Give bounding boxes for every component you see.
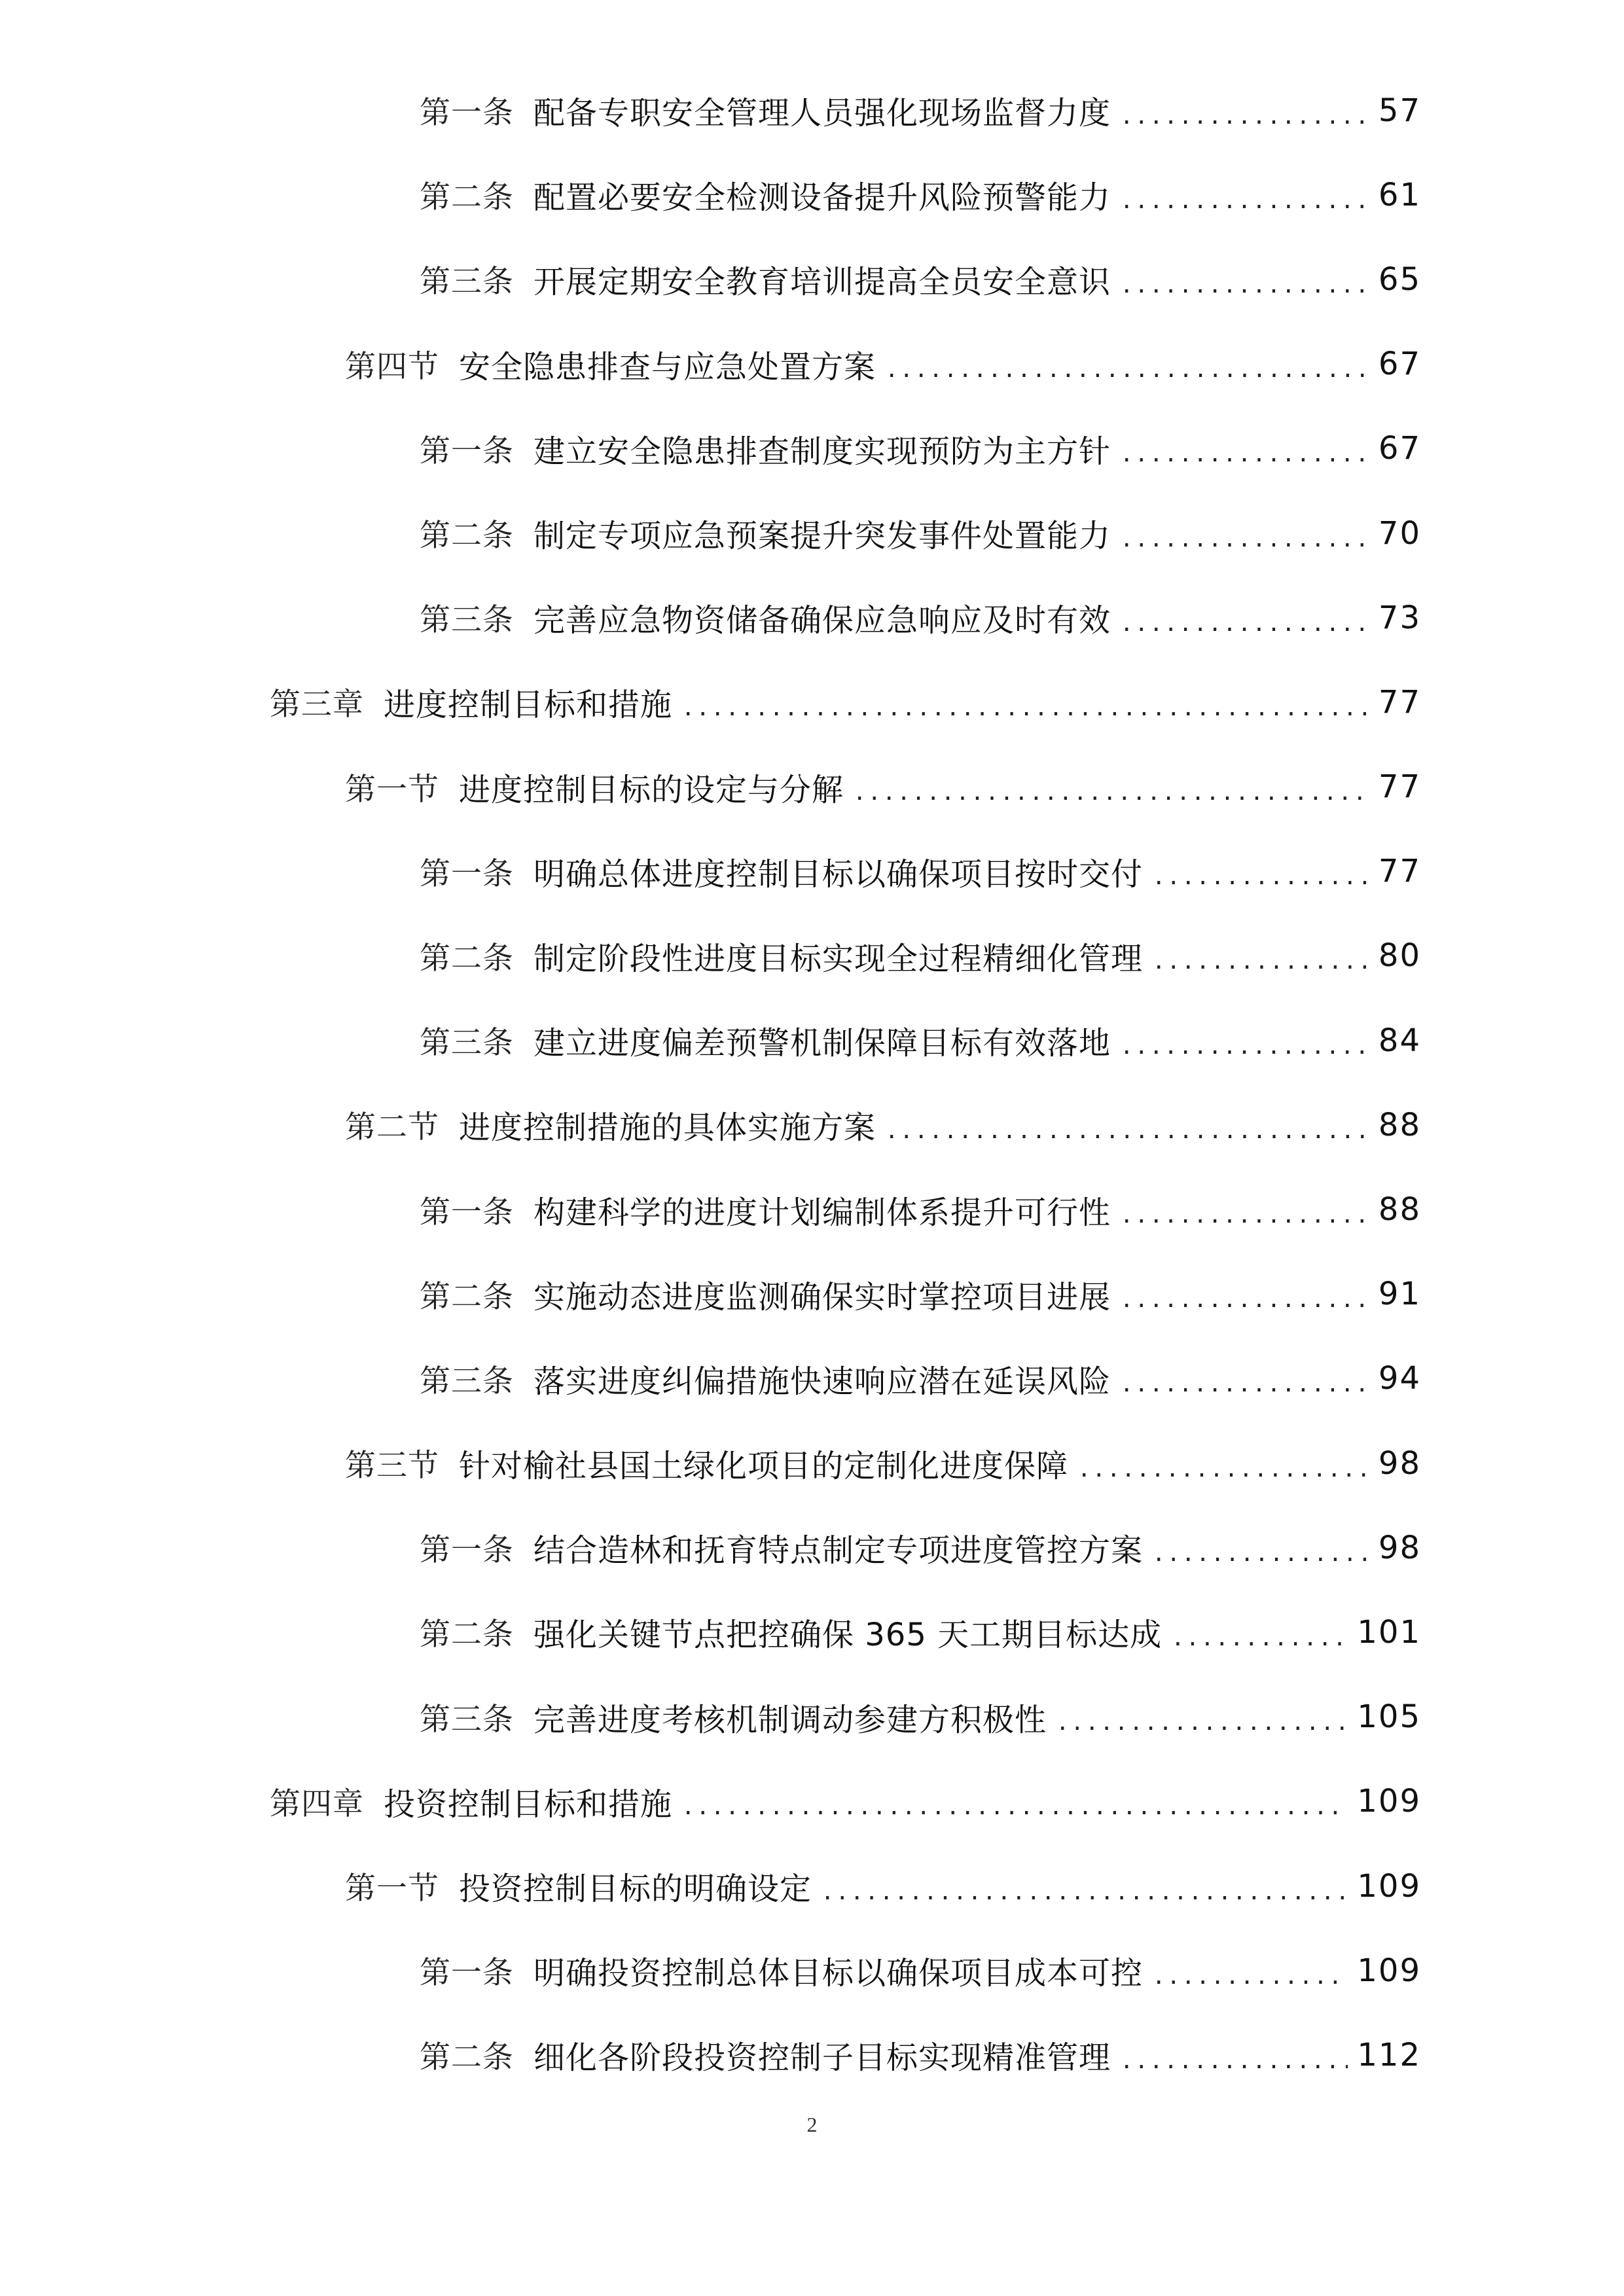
toc-entry[interactable] — [0, 322, 1624, 406]
toc-entry[interactable] — [0, 1590, 1624, 1674]
toc-entry[interactable] — [0, 660, 1624, 744]
toc-entry-label: 第一条 — [420, 1955, 514, 1992]
toc-entry-label: 第四章 — [270, 1785, 364, 1822]
toc-entry[interactable] — [0, 1083, 1624, 1167]
toc-entry[interactable] — [0, 914, 1624, 998]
dot-leader — [1120, 518, 1369, 549]
dot-leader — [1120, 179, 1369, 211]
toc-entry[interactable] — [0, 1675, 1624, 1759]
toc-entry[interactable] — [0, 2013, 1624, 2097]
toc-entry-label: 第一条 — [420, 855, 514, 892]
toc-entry-title: 配置必要安全检测设备提升风险预警能力 — [533, 179, 1111, 217]
toc-entry-page: 94 — [1378, 1360, 1421, 1397]
toc-entry-page: 88 — [1378, 1191, 1421, 1229]
toc-entry-title: 实施动态进度监测确保实时掌控项目进展 — [533, 1278, 1111, 1316]
toc-entry-label: 第三条 — [420, 264, 514, 300]
toc-entry[interactable] — [0, 1167, 1624, 1251]
dot-leader — [1120, 264, 1369, 295]
toc-entry-page: 61 — [1378, 176, 1421, 213]
dot-leader — [1056, 1701, 1348, 1732]
toc-entry-page: 91 — [1378, 1276, 1421, 1313]
dot-leader — [1120, 2039, 1348, 2071]
toc-entry-page: 73 — [1378, 599, 1421, 636]
toc-entry-label: 第一条 — [420, 433, 514, 469]
toc-entry-page: 70 — [1378, 514, 1421, 552]
toc-entry-page: 84 — [1378, 1022, 1421, 1059]
toc-entry[interactable] — [0, 1421, 1624, 1505]
toc-entry-label: 第二条 — [420, 518, 514, 554]
dot-leader — [1077, 1448, 1369, 1479]
toc-entry-page: 98 — [1378, 1529, 1421, 1566]
toc-entry-page: 57 — [1378, 92, 1421, 129]
toc-entry-label: 第二条 — [420, 1278, 514, 1315]
dot-leader — [1120, 433, 1369, 464]
toc-entry-label: 第三条 — [420, 1025, 514, 1062]
toc-entry[interactable] — [0, 829, 1624, 914]
toc-entry-label: 第三条 — [420, 1701, 514, 1738]
toc-entry[interactable] — [0, 998, 1624, 1083]
toc-entry-title: 投资控制目标和措施 — [384, 1785, 673, 1823]
toc-entry-label: 第三章 — [270, 687, 364, 723]
dot-leader — [885, 1109, 1369, 1141]
toc-entry-title: 进度控制目标和措施 — [384, 687, 673, 724]
toc-entry-page: 109 — [1357, 1952, 1421, 1989]
toc-entry-title: 安全隐患排查与应急处置方案 — [459, 348, 876, 386]
dot-leader — [1152, 855, 1369, 887]
toc-entry-label: 第二条 — [420, 1617, 514, 1653]
toc-entry-title: 进度控制目标的设定与分解 — [459, 771, 844, 808]
toc-entry[interactable] — [0, 575, 1624, 660]
table-of-contents — [0, 68, 1624, 2098]
toc-entry-title: 制定阶段性进度目标实现全过程精细化管理 — [533, 940, 1144, 977]
toc-entry-page: 67 — [1378, 346, 1421, 383]
toc-entry-title: 明确总体进度控制目标以确保项目按时交付 — [533, 855, 1144, 893]
toc-entry-label: 第二节 — [345, 1109, 439, 1146]
toc-entry-title: 制定专项应急预案提升突发事件处置能力 — [533, 518, 1111, 555]
toc-entry-label: 第四节 — [345, 348, 439, 385]
toc-entry-title: 明确投资控制总体目标以确保项目成本可控 — [533, 1955, 1144, 1992]
toc-entry-title: 构建科学的进度计划编制体系提升可行性 — [533, 1194, 1111, 1231]
toc-entry-title: 结合造林和抚育特点制定专项进度管控方案 — [533, 1532, 1144, 1570]
toc-entry-page: 109 — [1357, 1867, 1421, 1905]
toc-entry-page: 109 — [1357, 1783, 1421, 1820]
toc-entry[interactable] — [0, 237, 1624, 321]
dot-leader — [1120, 1278, 1369, 1310]
toc-entry-page: 101 — [1357, 1613, 1421, 1651]
dot-leader — [853, 771, 1369, 802]
toc-entry-label: 第一条 — [420, 1194, 514, 1230]
toc-entry-title: 配备专职安全管理人员强化现场监督力度 — [533, 95, 1111, 132]
toc-entry-page: 67 — [1378, 430, 1421, 467]
toc-entry[interactable] — [0, 491, 1624, 575]
dot-leader — [681, 1785, 1348, 1817]
dot-leader — [885, 348, 1369, 380]
toc-entry[interactable] — [0, 152, 1624, 237]
dot-leader — [1152, 1955, 1348, 1986]
toc-entry[interactable] — [0, 1844, 1624, 1928]
toc-entry-title: 落实进度纠偏措施快速响应潜在延误风险 — [533, 1363, 1111, 1400]
toc-entry[interactable] — [0, 1759, 1624, 1844]
toc-entry[interactable] — [0, 406, 1624, 491]
toc-entry-label: 第一条 — [420, 1532, 514, 1569]
dot-leader — [1120, 1025, 1369, 1056]
toc-entry[interactable] — [0, 1252, 1624, 1336]
toc-entry[interactable] — [0, 1505, 1624, 1590]
toc-entry-page: 80 — [1378, 937, 1421, 975]
toc-entry-page: 77 — [1378, 768, 1421, 806]
toc-entry-page: 112 — [1357, 2036, 1421, 2073]
dot-leader — [1152, 940, 1369, 971]
toc-entry-label: 第二条 — [420, 940, 514, 977]
toc-entry-page: 77 — [1378, 683, 1421, 721]
dot-leader — [821, 1871, 1348, 1902]
toc-entry-title: 建立进度偏差预警机制保障目标有效落地 — [533, 1025, 1111, 1062]
dot-leader — [1120, 1363, 1369, 1394]
dot-leader — [1152, 1532, 1369, 1564]
toc-entry-page: 105 — [1357, 1698, 1421, 1736]
toc-entry[interactable] — [0, 745, 1624, 829]
toc-entry-title: 强化关键节点把控确保 365 天工期目标达成 — [533, 1617, 1163, 1654]
toc-entry-page: 98 — [1378, 1444, 1421, 1482]
toc-entry-label: 第三条 — [420, 602, 514, 639]
dot-leader — [1120, 95, 1369, 126]
toc-entry-page: 88 — [1378, 1106, 1421, 1143]
toc-entry-title: 细化各阶段投资控制子目标实现精准管理 — [533, 2039, 1111, 2077]
toc-entry-title: 开展定期安全教育培训提高全员安全意识 — [533, 264, 1111, 301]
toc-entry-label: 第一节 — [345, 1871, 439, 1907]
toc-entry-title: 建立安全隐患排查制度实现预防为主方针 — [533, 433, 1111, 470]
toc-entry-label: 第一节 — [345, 771, 439, 808]
toc-entry-page: 65 — [1378, 260, 1421, 298]
toc-entry-page: 77 — [1378, 853, 1421, 890]
toc-entry-label: 第二条 — [420, 179, 514, 216]
toc-entry[interactable] — [0, 1336, 1624, 1421]
toc-entry[interactable] — [0, 1928, 1624, 2013]
toc-entry-title: 投资控制目标的明确设定 — [459, 1871, 812, 1908]
toc-entry-label: 第二条 — [420, 2039, 514, 2076]
dot-leader — [1171, 1617, 1348, 1648]
toc-entry-title: 进度控制措施的具体实施方案 — [459, 1109, 876, 1147]
dot-leader — [681, 687, 1369, 718]
toc-entry-title: 针对榆社县国土绿化项目的定制化进度保障 — [459, 1448, 1069, 1485]
toc-entry-title: 完善应急物资储备确保应急响应及时有效 — [533, 602, 1111, 639]
toc-entry-label: 第三条 — [420, 1363, 514, 1399]
toc-entry-label: 第一条 — [420, 95, 514, 132]
dot-leader — [1120, 602, 1369, 634]
toc-entry-title: 完善进度考核机制调动参建方积极性 — [533, 1701, 1047, 1738]
dot-leader — [1120, 1194, 1369, 1225]
toc-entry[interactable] — [0, 68, 1624, 152]
toc-entry-label: 第三节 — [345, 1448, 439, 1484]
page-number: 2 — [806, 2113, 818, 2136]
